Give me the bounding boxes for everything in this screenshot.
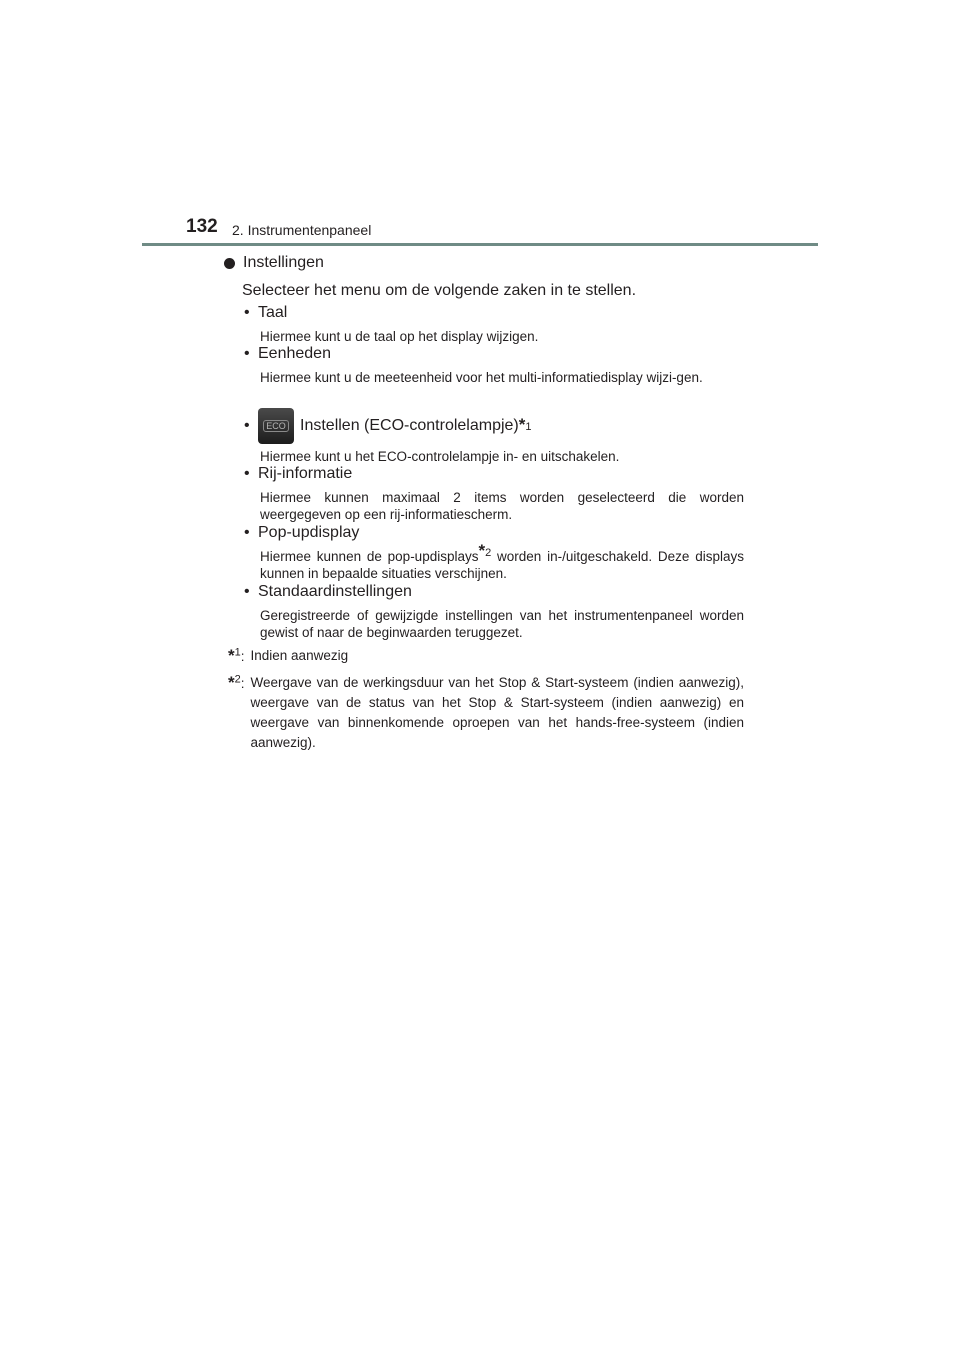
eco-icon-text: ECO [263, 420, 289, 432]
bullet-icon: • [244, 583, 250, 600]
bullet-icon: • [244, 345, 250, 362]
item-label-row [244, 524, 744, 542]
item-label-row [244, 304, 744, 322]
item-description: Hiermee kunnen maximaal 2 items worden geselecteerd die worden weergegeven op een rij-informatiescherm. [260, 490, 744, 522]
item-label: Pop-updisplay [258, 524, 360, 541]
item-label: Taal [258, 304, 288, 321]
list-item-pop-updisplay [244, 524, 744, 582]
list-item-rij-informatie [244, 465, 744, 523]
item-description: Hiermee kunt u het ECO-controlelampje in- en uitschakelen. [260, 449, 620, 464]
item-description: Geregistreerde of gewijzigde instellingen van het instrumentenpaneel worden gewist of naar de beginwaarden teruggezet. [260, 608, 744, 640]
eco-indicator-icon [258, 408, 294, 444]
chapter-title: 2. Instrumentenpaneel [232, 222, 372, 238]
list-item-eenheden [244, 345, 744, 386]
item-description: Hiermee kunt u de meeteenheid voor het multi-informatiedisplay wijzi-gen. [260, 370, 703, 385]
item-label: Rij-informatie [258, 465, 353, 482]
footnote-1 [228, 646, 744, 667]
item-description: Hiermee kunnen de pop-updisplays$^{*2}$ worden in-/uitgeschakeld. Deze displays kunnen in bepaalde situaties verschijnen. [260, 540, 744, 581]
list-item-standaardinstellingen [244, 583, 744, 641]
item-label-row [244, 408, 744, 444]
item-description: Hiermee kunt u de taal op het display wijzigen. [260, 329, 539, 344]
item-label-row [244, 465, 744, 483]
item-label: Standaardinstellingen [258, 583, 412, 600]
header-divider [142, 243, 818, 246]
bullet-dot-icon [224, 258, 235, 269]
section-heading [224, 254, 324, 272]
bullet-icon: • [244, 417, 250, 434]
item-label: Eenheden [258, 345, 331, 362]
footnote-marker: *$^2$: [228, 673, 245, 692]
footnote-ref: *1 [518, 415, 532, 434]
section-intro: Selecteer het menu om de volgende zaken in te stellen. [242, 282, 637, 299]
footnote-text: Weergave van de werkingsduur van het Stop & Start-systeem (indien aanwezig), weergave van de status van het Stop & Start-systeem (indien aanwezig) en weergave van binnenkomende oproepen van het hands-free-systeem (indien aanwezig). [250, 675, 744, 750]
page-number: 132 [186, 216, 218, 237]
item-label-row [244, 345, 744, 363]
footnote-ref: *2 [478, 540, 492, 560]
section-heading-text: Instellingen [243, 254, 324, 271]
item-label-row [244, 583, 744, 601]
footnote-text: Indien aanwezig [250, 648, 349, 663]
list-item-taal [244, 304, 744, 345]
bullet-icon: • [244, 465, 250, 482]
footnote-marker: *$^1$: [228, 646, 245, 665]
footnote-2 [228, 673, 744, 753]
bullet-icon: • [244, 304, 250, 321]
item-label: Instellen (ECO-controlelampje) [300, 417, 519, 434]
bullet-icon: • [244, 524, 250, 541]
list-item-eco-setting [244, 408, 744, 465]
